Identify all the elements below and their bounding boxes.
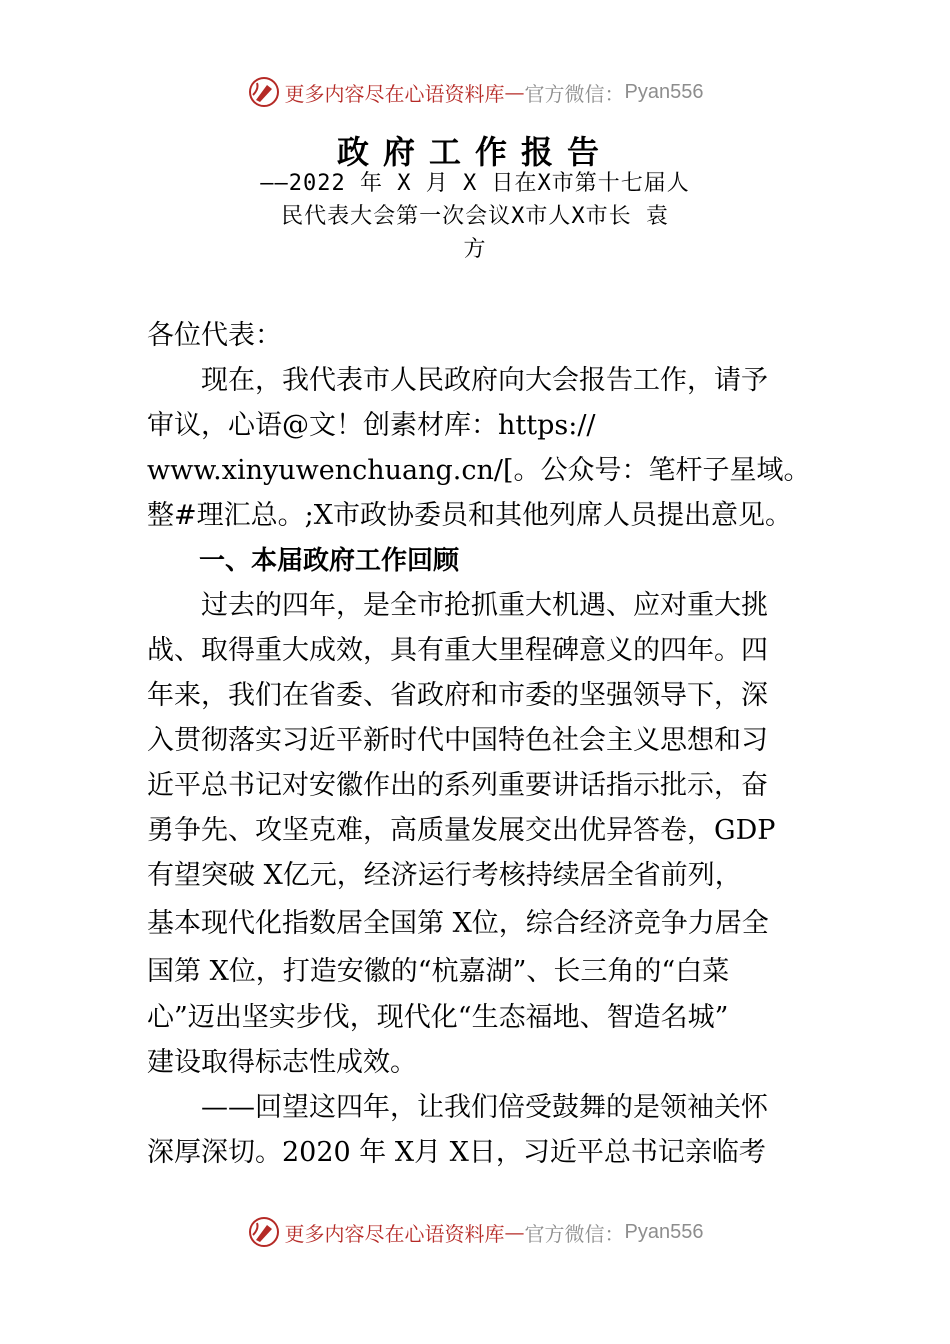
banner-separator: — [504, 80, 525, 104]
pen-nib-logo-icon [247, 1215, 281, 1249]
body-line: 基本现代化指数居全国第 X位，综合经济竞争力居全 [147, 908, 769, 939]
body-line: www.xinyuwenchuang.cn/[。公众号：笔杆子星域。 [147, 455, 811, 486]
banner-wechat-label: 官方微信： [524, 81, 625, 106]
watermark-banner-bottom [0, 1212, 950, 1252]
body-line: 入贯彻落实习近平新时代中国特色社会主义思想和习 [147, 725, 768, 756]
subtitle-line: 方 [463, 237, 487, 262]
banner-separator: — [504, 1220, 525, 1244]
body-line: 近平总书记对安徽作出的系列重要讲话指示批示，奋 [147, 770, 768, 801]
watermark-banner-top [0, 72, 950, 112]
body-line: 整#理汇总。;X市政协委员和其他列席人员提出意见。 [147, 500, 792, 531]
banner-wechat-id: Pyan556 [624, 1220, 704, 1243]
body-line: 现在，我代表市人民政府向大会报告工作，请予 [147, 365, 768, 396]
banner-text: 更多内容尽在心语资料库 [284, 81, 505, 106]
section-heading: 一、本届政府工作回顾 [147, 546, 460, 576]
body-line: 国第 X位，打造安徽的“杭嘉湖”、长三角的“白菜 [147, 956, 730, 987]
document-title: 政府工作报告 [336, 133, 613, 171]
body-line: 深厚深切。2020 年 X月 X日，习近平总书记亲临考 [147, 1137, 766, 1168]
body-line: 过去的四年，是全市抢抓重大机遇、应对重大挑 [147, 590, 768, 621]
body-line: 战、取得重大成效，具有重大里程碑意义的四年。四 [147, 635, 768, 666]
body-line: 审议，心语@文！创素材库：https:// [147, 410, 596, 441]
body-line-salutation: 各位代表： [147, 320, 282, 351]
body-line: ——回望这四年，让我们倍受鼓舞的是领袖关怀 [147, 1092, 768, 1123]
body-line: 年来，我们在省委、省政府和市委的坚强领导下，深 [147, 680, 768, 711]
banner-text: 更多内容尽在心语资料库 [284, 1221, 505, 1246]
body-line: 建设取得标志性成效。 [147, 1047, 417, 1078]
body-line: 有望突破 X亿元，经济运行考核持续居全省前列， [147, 860, 742, 891]
subtitle-line: 民代表大会第一次会议X市人X市长 袁 [281, 204, 669, 229]
pen-nib-logo-icon [247, 75, 281, 109]
body-line: 心”迈出坚实步伐，现代化“生态福地、智造名城” [147, 1002, 729, 1033]
banner-wechat-label: 官方微信： [524, 1221, 625, 1246]
body-line: 勇争先、攻坚克难，高质量发展交出优异答卷，GDP [147, 815, 776, 846]
subtitle-line: ——2022 年 X 月 X 日在X市第十七届人 [260, 171, 690, 196]
banner-wechat-id: Pyan556 [624, 80, 704, 103]
